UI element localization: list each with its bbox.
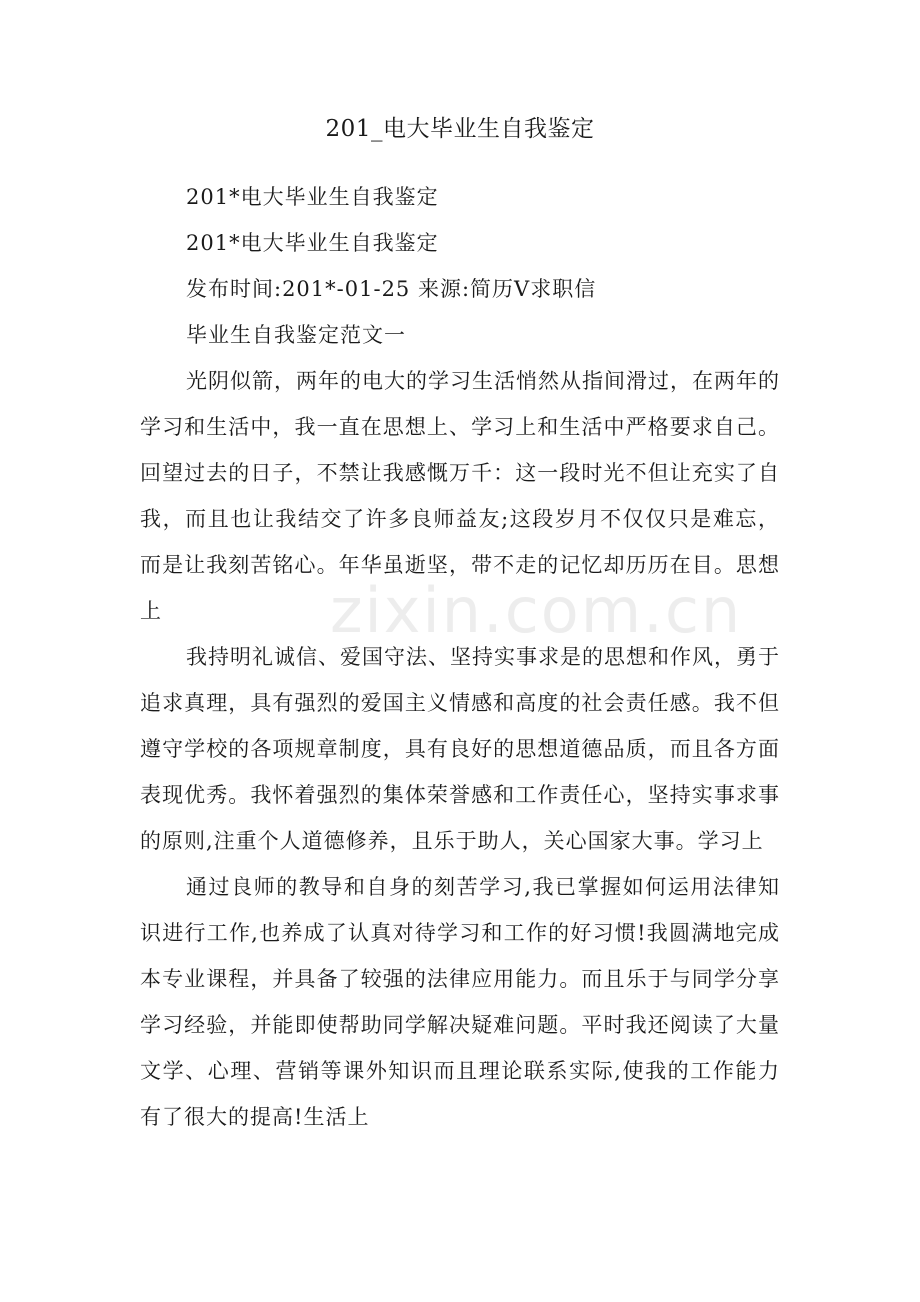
header-line-title-repeat: 201*电大毕业生自我鉴定	[186, 231, 439, 255]
document-title: 201_电大毕业生自我鉴定	[325, 116, 595, 142]
paragraph-intro: 光阴似箭，两年的电大的学习生活悄然从指间滑过，在两年的学习和生活中，我一直在思想上、学习上和生活中严格要求自己。回望过去的日子，不禁让我感慨万千：这一段时光不但让充实了自我，而且也让我结交了许多良师益友;这段岁月不仅仅只是难忘，而是让我刻苦铭心。年华虽逝坚，带不走的记忆却历历在目。思想上	[140, 369, 780, 623]
paragraph-study: 通过良师的教导和自身的刻苦学习,我已掌握如何运用法律知识进行工作,也养成了认真对待学习和工作的好习惯!我圆满地完成本专业课程，并具备了较强的法律应用能力。而且乐于与同学分享学习经验，并能即使帮助同学解决疑难问题。平时我还阅读了大量文学、心理、营销等课外知识而且理论联系实际,使我的工作能力有了很大的提高!生活上	[140, 875, 780, 1129]
watermark-text: zixin.com.cn	[330, 574, 743, 647]
section-heading: 毕业生自我鉴定范文一	[186, 323, 406, 347]
publish-info-line: 发布时间:201*-01-25 来源:简历Ⅴ求职信	[186, 277, 597, 301]
document-body	[140, 174, 780, 1140]
header-line-title: 201*电大毕业生自我鉴定	[186, 185, 439, 209]
paragraph-thought: 我持明礼诚信、爱国守法、坚持实事求是的思想和作风，勇于追求真理，具有强烈的爱国主义情感和高度的社会责任感。我不但遵守学校的各项规章制度，具有良好的思想道德品质，而且各方面表现优秀。我怀着强烈的集体荣誉感和工作责任心，坚持实事求事的原则,注重个人道德修养，且乐于助人，关心国家大事。学习上	[140, 645, 780, 853]
